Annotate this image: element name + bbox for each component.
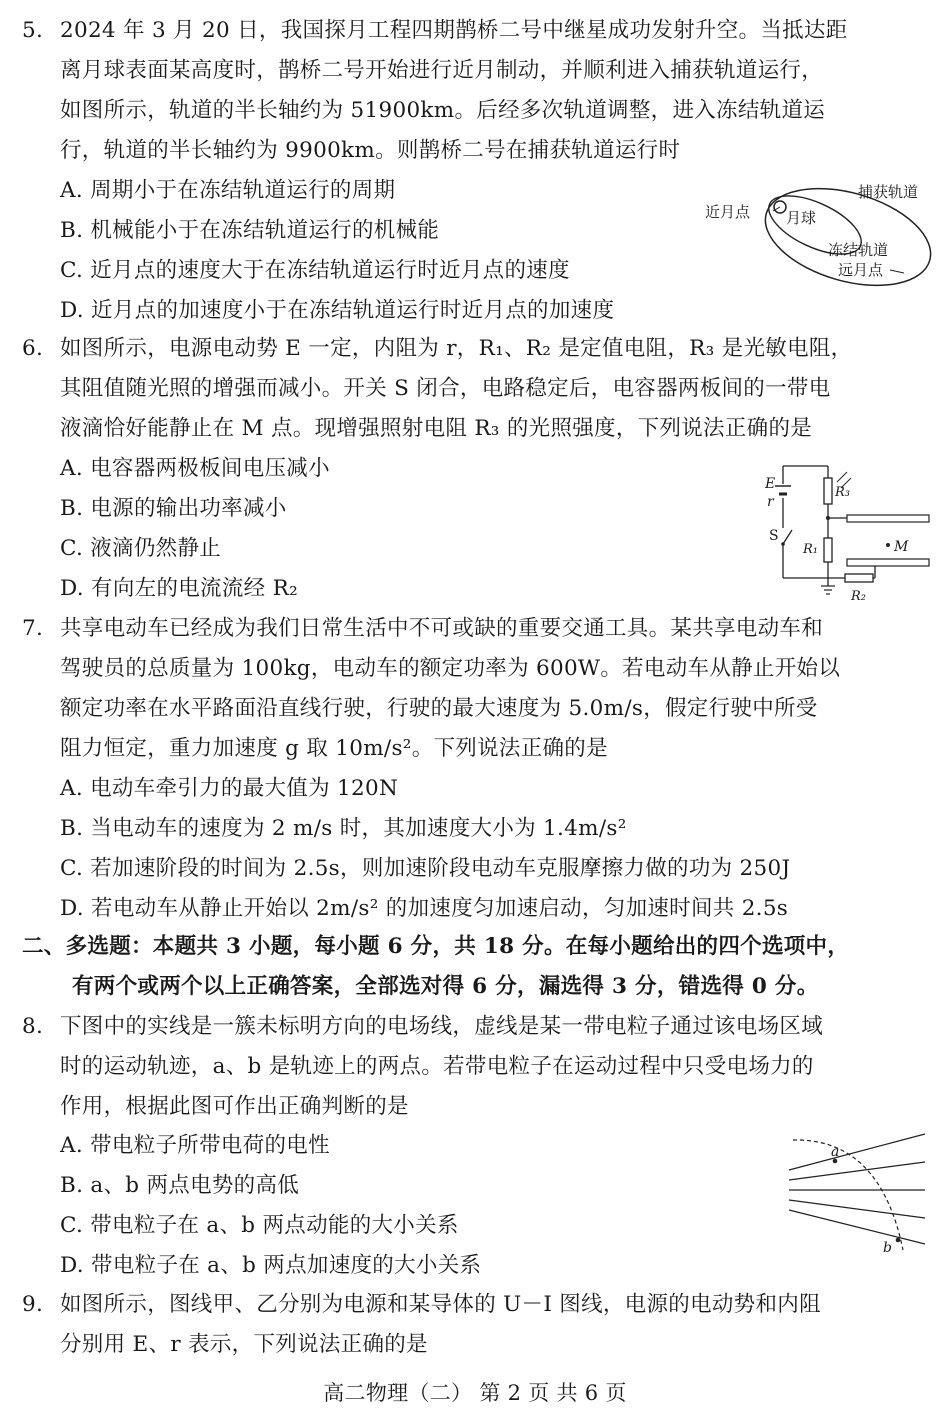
circuit-figure <box>755 458 935 608</box>
q5-text-line-3: 如图所示，轨道的半长轴约为 51900km。后经多次轨道调整，进入冻结轨道运 <box>60 98 826 123</box>
q7-option-d: D. 若电动车从静止开始以 2m/s² 的加速度匀加速启动，匀加速时间共 2.5s <box>60 896 789 921</box>
q6-text-line-1: 如图所示，电源电动势 E 一定，内阻为 r，R₁、R₂ 是定值电阻，R₃ 是光敏电阻， <box>60 336 853 361</box>
q8-text-line-3: 作用，根据此图可作出正确判断的是 <box>60 1094 409 1119</box>
q8-option-b: B. a、b 两点电势的高低 <box>60 1173 300 1198</box>
q8-number: 8. <box>22 1014 44 1039</box>
q7-number: 7. <box>22 616 44 641</box>
moon-label: 月球 <box>786 209 817 227</box>
perilune-label: 近月点 <box>705 203 751 221</box>
q8-option-a: A. 带电粒子所带电荷的电性 <box>60 1133 330 1158</box>
q7-option-a: A. 电动车牵引力的最大值为 120N <box>60 776 399 801</box>
droplet-m <box>886 543 890 547</box>
field-lines-figure <box>785 1128 930 1258</box>
switch-pivot <box>781 542 785 546</box>
q9-text-line-1: 如图所示，图线甲、乙分别为电源和某导体的 U－I 图线，电源的电动势和内阻 <box>60 1292 821 1317</box>
r2-label: R₂ <box>851 589 866 604</box>
q5-option-a: A. 周期小于在冻结轨道运行的周期 <box>60 178 396 203</box>
q8-text-line-2: 时的运动轨迹，a、b 是轨迹上的两点。若带电粒子在运动过程中只受电场力的 <box>60 1054 814 1079</box>
apolune-leader <box>890 270 904 273</box>
q5-number: 5. <box>22 18 44 43</box>
emf-label: E <box>765 476 776 492</box>
point-b <box>896 1238 901 1243</box>
q7-option-b: B. 当电动车的速度为 2 m/s 时，其加速度大小为 1.4m/s² <box>60 816 627 841</box>
switch-label: S <box>769 528 779 544</box>
q9-text-line-2: 分别用 E、r 表示，下列说法正确的是 <box>60 1332 428 1357</box>
orbit-figure <box>700 175 940 290</box>
r1-resistor <box>824 538 832 562</box>
junction-dot <box>826 516 830 520</box>
q7-text-line-1: 共享电动车已经成为我们日常生活中不可或缺的重要交通工具。某共享电动车和 <box>60 616 824 641</box>
q5-text-line-1: 2024 年 3 月 20 日，我国探月工程四期鹊桥二号中继星成功发射升空。当抵达距 <box>60 18 848 43</box>
q5-option-b: B. 机械能小于在冻结轨道运行的机械能 <box>60 218 440 243</box>
point-a-label: a <box>831 1144 840 1160</box>
internal-r-label: r <box>767 494 774 510</box>
q7-text-line-4: 阻力恒定，重力加速度 g 取 10m/s²。下列说法正确的是 <box>60 736 608 761</box>
q5-option-d: D. 近月点的加速度小于在冻结轨道运行时近月点的加速度 <box>60 298 615 323</box>
q5-option-c: C. 近月点的速度大于在冻结轨道运行时近月点的速度 <box>60 258 570 283</box>
r2-resistor <box>845 574 873 582</box>
q7-text-line-3: 额定功率在水平路面沿直线行驶，行驶的最大速度为 5.0m/s，假定行驶中所受 <box>60 696 818 721</box>
m-label: M <box>894 539 909 555</box>
r3-label: R₃ <box>835 485 850 500</box>
q6-text-line-2: 其阻值随光照的增强而减小。开关 S 闭合，电路稳定后，电容器两板间的一带电 <box>60 376 831 401</box>
q6-option-a: A. 电容器两极板间电压减小 <box>60 456 330 481</box>
q5-text-line-4: 行，轨道的半长轴约为 9900km。则鹊桥二号在捕获轨道运行时 <box>60 138 681 163</box>
q8-text-line-1: 下图中的实线是一簇未标明方向的电场线，虚线是某一带电粒子通过该电场区域 <box>60 1014 824 1039</box>
capacitor-upper-plate <box>847 515 929 522</box>
q9-number: 9. <box>22 1292 44 1317</box>
r3-resistor <box>824 478 832 504</box>
point-b-label: b <box>883 1240 892 1256</box>
apolune-label: 远月点 <box>838 261 884 279</box>
section2-heading-line-2: 有两个或两个以上正确答案，全部选对得 6 分，漏选得 3 分，错选得 0 分。 <box>72 974 819 999</box>
q5-text-line-2: 离月球表面某高度时，鹊桥二号开始进行近月制动，并顺利进入捕获轨道运行， <box>60 58 824 83</box>
q6-number: 6. <box>22 336 44 361</box>
q8-option-c: C. 带电粒子在 a、b 两点动能的大小关系 <box>60 1213 459 1238</box>
light-arrow-1 <box>837 472 847 482</box>
q7-option-c: C. 若加速阶段的时间为 2.5s，则加速阶段电动车克服摩擦力做的功为 250J <box>60 856 791 881</box>
r1-label: R₁ <box>803 542 818 557</box>
q8-option-d: D. 带电粒子在 a、b 两点加速度的大小关系 <box>60 1253 482 1278</box>
page-footer: 高二物理（二） 第 2 页 共 6 页 <box>323 1381 627 1405</box>
q6-option-d: D. 有向左的电流流经 R₂ <box>60 576 298 601</box>
q6-option-c: C. 液滴仍然静止 <box>60 536 222 561</box>
section2-heading-line-1: 二、多选题：本题共 3 小题，每小题 6 分，共 18 分。在每小题给出的四个选项中， <box>22 934 850 959</box>
capacitor-lower-plate <box>847 559 929 566</box>
q6-option-b: B. 电源的输出功率减小 <box>60 496 287 521</box>
q6-text-line-3: 液滴恰好能静止在 M 点。现增强照射电阻 R₃ 的光照强度，下列说法正确的是 <box>60 416 813 441</box>
particle-trajectory <box>793 1140 903 1250</box>
frozen-orbit-label: 冻结轨道 <box>828 241 889 259</box>
switch-blade <box>783 530 792 544</box>
capture-orbit-label: 捕获轨道 <box>858 183 919 201</box>
q7-text-line-2: 驾驶员的总质量为 100kg，电动车的额定功率为 600W。若电动车从静止开始以 <box>60 656 841 681</box>
